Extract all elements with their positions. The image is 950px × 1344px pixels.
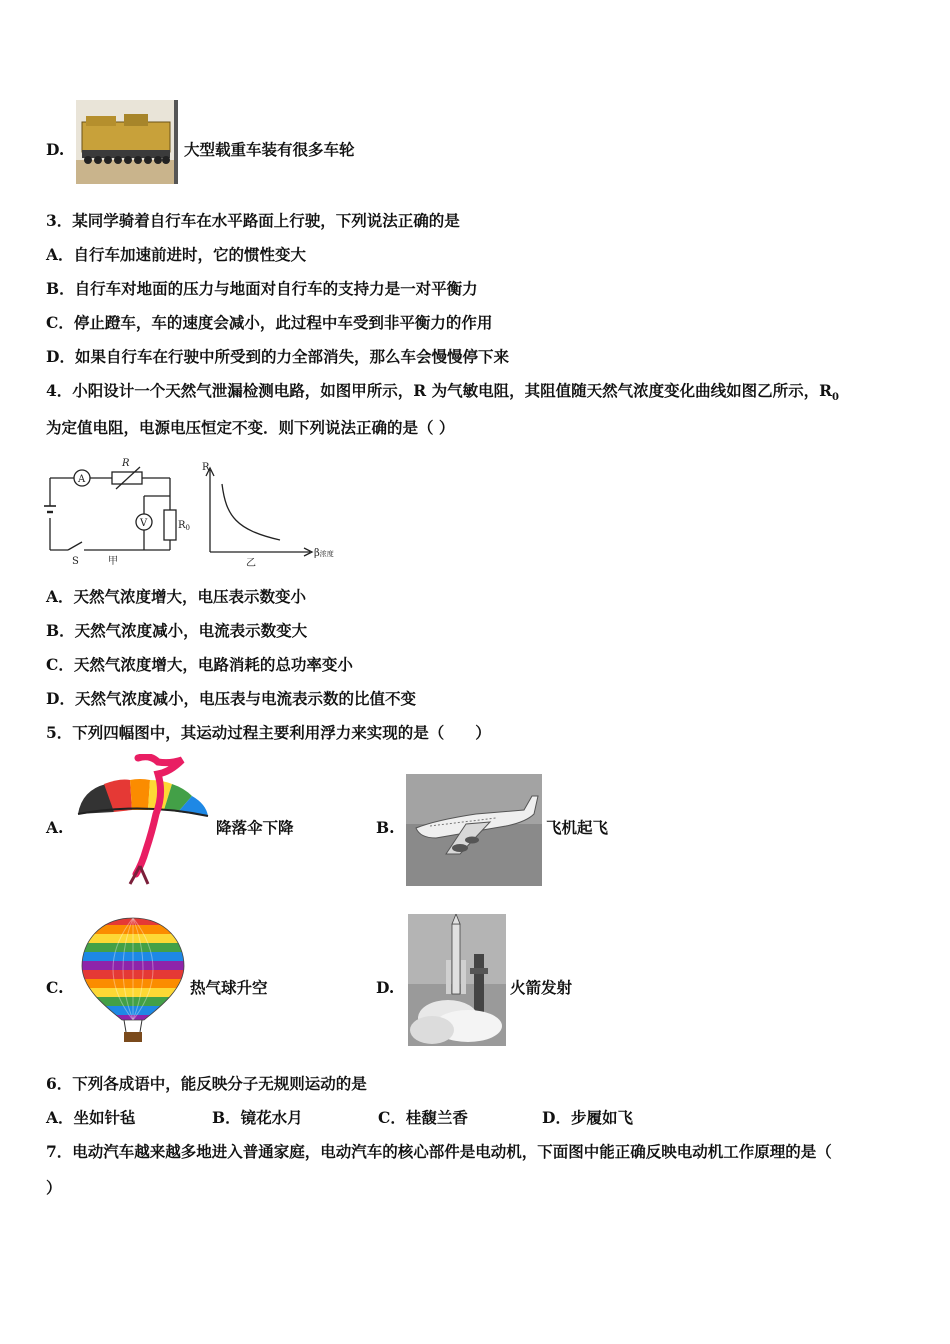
q5-option-d-label: D.	[376, 978, 395, 997]
q5-option-c-label: C.	[46, 978, 64, 997]
graph-y-label: R	[202, 462, 210, 473]
q3-option-d: D．如果自行车在行驶中所受到的力全部消失，那么车会慢慢停下来	[46, 347, 509, 366]
parachute-photo	[74, 754, 212, 890]
q5-option-b-caption: 飞机起飞	[546, 818, 609, 837]
rocket-launch-photo	[408, 914, 506, 1046]
voltmeter-label: V	[140, 518, 148, 529]
resistor-r0-label: $R_0$	[178, 520, 190, 532]
q5-option-a-caption: 降落伞下降	[216, 818, 294, 837]
q2-option-d-label: D.	[46, 140, 65, 159]
hot-air-balloon-photo	[78, 914, 188, 1046]
q7-stem-line1: 7．电动汽车越来越多地进入普通家庭，电动汽车的核心部件是电动机，下面图中能正确反映电动机工作原理的是（	[46, 1142, 832, 1161]
circuit-diagram	[44, 467, 176, 550]
q4-stem-line2: 为定值电阻，电源电压恒定不变．则下列说法正确的是（ ）	[46, 418, 455, 437]
q4-option-b: B．天然气浓度减小，电流表示数变大	[46, 621, 308, 640]
q6-option-d: D．步履如飞	[542, 1108, 633, 1127]
q4-option-a: A．天然气浓度增大，电压表示数变小	[46, 587, 307, 606]
graph-x-label: β浓度	[314, 548, 334, 559]
q4-option-d: D．天然气浓度减小，电压表与电流表示数的比值不变	[46, 689, 416, 708]
q6-option-b: B．镜花水月	[212, 1108, 303, 1127]
q5-option-d-caption: 火箭发射	[510, 978, 573, 997]
q3-option-a: A．自行车加速前进时，它的惯性变大	[46, 245, 307, 264]
q4-stem-text: 4．小阳设计一个天然气泄漏检测电路，如图甲所示，R 为气敏电阻，其阻值随天然气浓度变化曲线如图乙所示，R	[46, 381, 832, 400]
switch-label: S	[72, 556, 79, 567]
q4-figure	[40, 456, 340, 572]
q6-option-c: C．桂馥兰香	[378, 1108, 468, 1127]
balloon-stripes	[78, 916, 188, 1024]
q5-option-c-caption: 热气球升空	[190, 978, 268, 997]
q5-option-b-label: B.	[376, 818, 395, 837]
q3-stem: 3．某同学骑着自行车在水平路面上行驶，下列说法正确的是	[46, 211, 460, 230]
q2-option-d-caption: 大型载重车装有很多车轮	[184, 140, 355, 159]
circuit-caption: 甲	[108, 556, 118, 567]
q6-stem: 6．下列各成语中，能反映分子无规则运动的是	[46, 1074, 367, 1093]
q4-stem-subscript: 0	[831, 392, 839, 404]
q7-stem-line2: ）	[46, 1178, 62, 1197]
q5-stem: 5．下列四幅图中，其运动过程主要利用浮力来实现的是（ ）	[46, 723, 491, 742]
airplane-photo	[406, 774, 542, 886]
q3-option-b: B．自行车对地面的压力与地面对自行车的支持力是一对平衡力	[46, 279, 478, 298]
q3-option-c: C．停止蹬车，车的速度会减小，此过程中车受到非平衡力的作用	[46, 313, 493, 332]
q4-stem-line1	[46, 381, 839, 408]
resistance-curve	[222, 484, 280, 540]
q5-option-a-label: A.	[46, 818, 64, 837]
q6-option-a: A．坐如针毡	[46, 1108, 136, 1127]
resistor-r-label: R	[122, 458, 130, 469]
graph-caption: 乙	[246, 558, 256, 569]
q4-option-c: C．天然气浓度增大，电路消耗的总功率变小	[46, 655, 353, 674]
heavy-truck-photo	[76, 100, 178, 184]
ammeter-label: A	[78, 474, 86, 485]
resistance-graph	[206, 468, 312, 556]
